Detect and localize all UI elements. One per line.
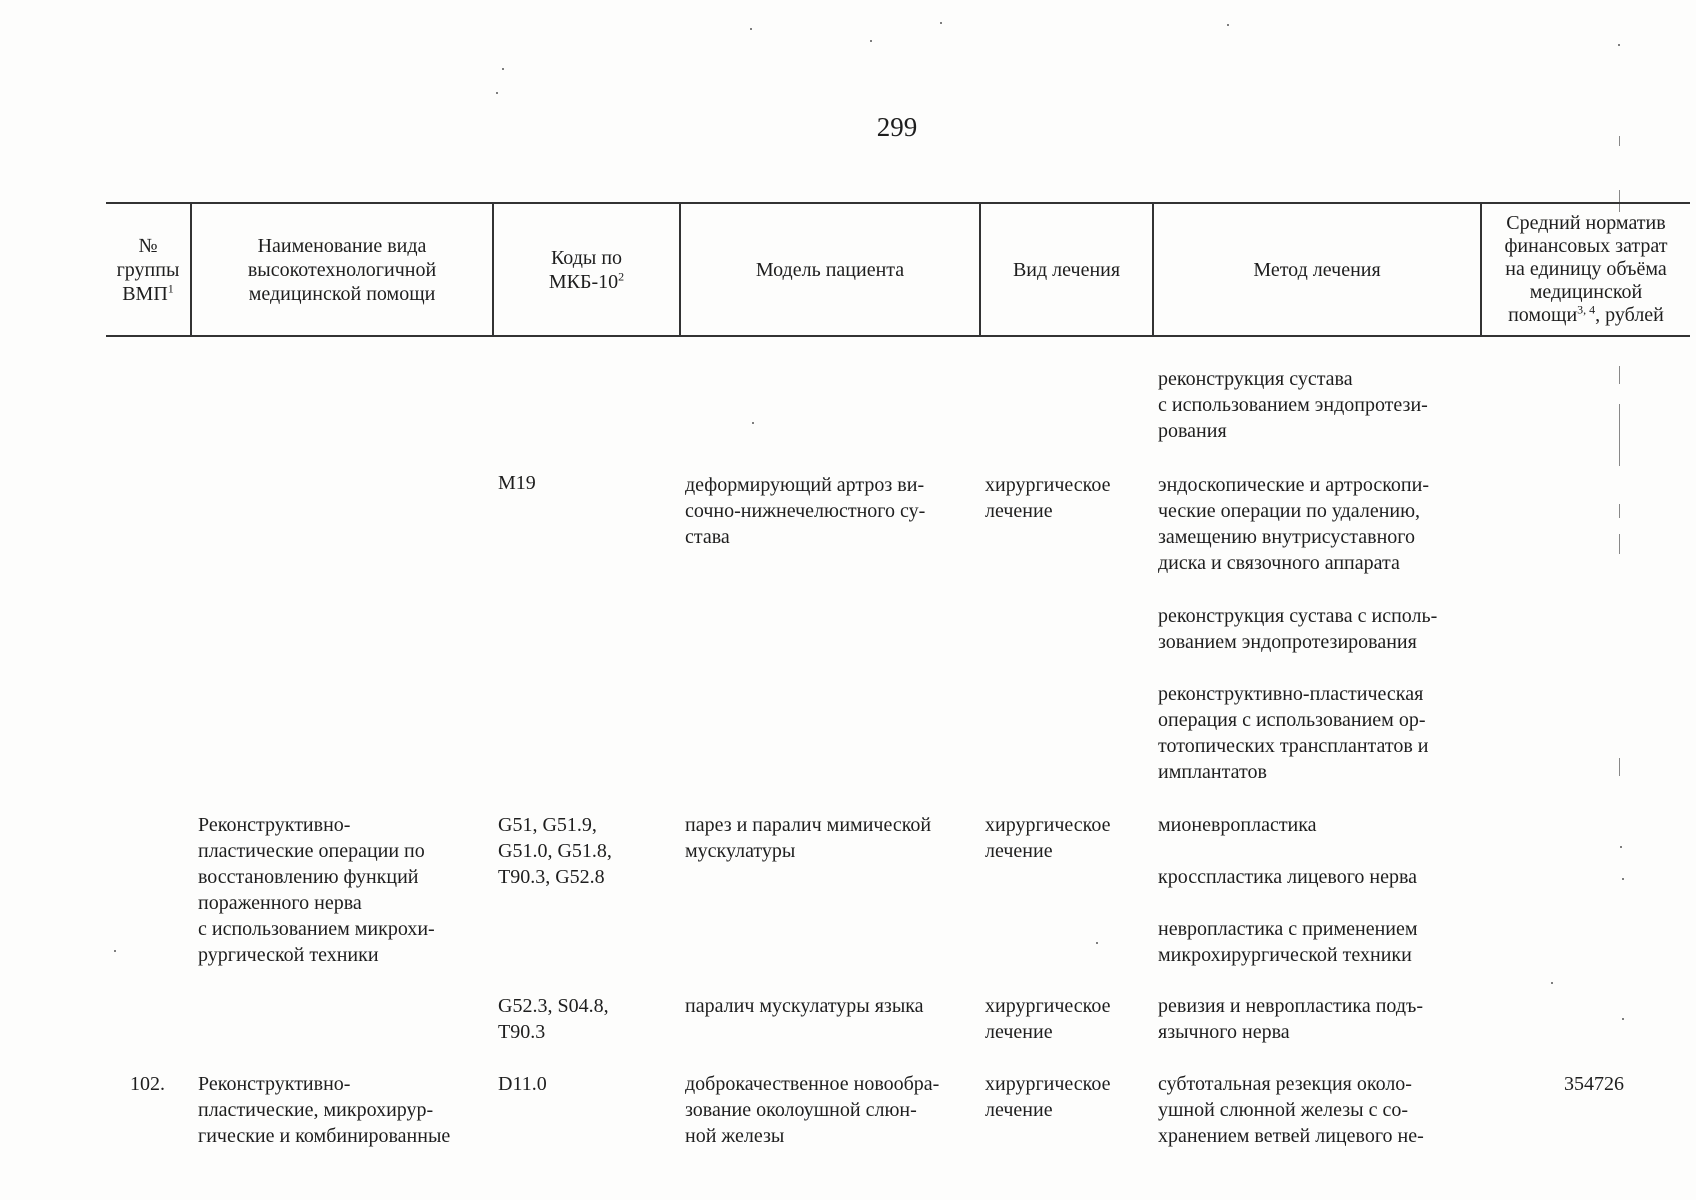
method-cell: реконструкция сустава с исполь- зованием эндопротезирования [1158,605,1438,653]
care-type-name-cell: Реконструктивно- пластические, микрохирур- гические и комбинированные [198,1073,451,1147]
footnote-mark: 3, 4 [1577,302,1596,317]
header-group-number-line2: группы [116,258,180,281]
method-cell: субтотальная резекция около- ушной слюнной железы с со- хранением ветвей лицевого не- [1158,1073,1424,1147]
icd-codes-cell: G51, G51.9, G51.0, G51.8, T90.3, G52.8 [498,814,612,888]
group-number-cell: 102. [130,1073,165,1095]
treatment-type-cell: хирургическое лечение [985,1073,1111,1121]
treatment-type-cell: хирургическое лечение [985,814,1111,862]
header-cost-standard-text: Средний норматив финансовых затрат на единицу объёма медицинской помощи [1504,212,1668,326]
method-cell: реконструкция сустава с использованием эндопротези- рования [1158,368,1428,442]
header-icd-codes-line1: Коды по [550,246,623,269]
footnote-mark: 1 [167,280,174,295]
header-group-number-line1: № [138,234,158,257]
scan-speck [752,422,754,424]
scan-speck [496,92,498,94]
scan-speck [1620,846,1622,848]
method-cell: кросспластика лицевого нерва [1158,866,1418,888]
header-group-number [106,204,190,335]
header-treatment-type-text: Вид лечения [1012,258,1121,281]
scan-speck [1622,1018,1624,1020]
scan-speck [1618,44,1620,46]
method-cell: ревизия и невропластика подъ- язычного нерва [1158,995,1424,1043]
page-number: 299 [876,112,918,142]
scan-speck [750,28,752,30]
header-patient-model-text: Модель пациента [755,258,905,281]
icd-codes-cell: G52.3, S04.8, T90.3 [498,995,609,1043]
scan-speck [1551,982,1553,984]
header-bottom-rule [106,335,1690,337]
icd-codes-cell: M19 [498,472,536,494]
treatment-type-cell: хирургическое лечение [985,474,1111,522]
method-cell: реконструктивно-пластическая операция с использованием ор- тотопических трансплантатов и имплантатов [1158,683,1429,783]
header-care-type-name [192,204,492,335]
scan-mark [1619,136,1620,146]
method-cell: невропластика с применением микрохирургической техники [1158,918,1418,966]
care-type-name-cell: Реконструктивно- пластические операции по восстановлению функций пораженного нерва с использованием микрохи- рургической техники [198,814,435,966]
header-patient-model [681,204,979,335]
scan-speck [1622,878,1624,880]
scan-speck [870,40,872,42]
scan-speck [1096,942,1098,944]
footnote-mark: 2 [618,268,625,283]
cost-standard-cell: 354726 [1564,1073,1624,1095]
patient-model-cell: парез и паралич мимической мускулатуры [685,814,932,862]
scan-mark [1619,404,1620,466]
patient-model-cell: доброкачественное новообра- зование околоушной слюн- ной железы [685,1073,940,1147]
patient-model-cell: паралич мускулатуры языка [685,995,924,1017]
patient-model-cell: деформирующий артроз ви- сочно-нижнечелюстного су- става [685,474,926,548]
header-cost-standard-unit: , рублей [1595,304,1664,326]
scan-speck [1227,24,1229,26]
header-icd-codes-line2: МКБ-10 [548,270,619,293]
scan-speck [502,68,504,70]
scan-mark [1619,504,1620,518]
header-group-number-line3: ВМП [122,282,168,305]
scan-mark [1619,534,1620,554]
scan-speck [114,950,116,952]
header-cost-standard [1482,204,1690,335]
method-cell: мионевропластика [1158,814,1317,836]
header-treatment-method [1154,204,1480,335]
scan-mark [1619,366,1620,384]
header-treatment-type [981,204,1152,335]
scan-speck [940,22,942,24]
header-care-type-name-text: Наименование вида высокотехнологичной медицинской помощи [247,234,437,305]
header-treatment-method-text: Метод лечения [1253,258,1381,281]
scan-mark [1619,758,1620,776]
treatment-type-cell: хирургическое лечение [985,995,1111,1043]
icd-codes-cell: D11.0 [498,1073,547,1095]
header-icd-codes [494,204,679,335]
method-cell: эндоскопические и артроскопи- ческие операции по удалению, замещению внутрисуставного диска и связочного аппарата [1158,474,1429,574]
